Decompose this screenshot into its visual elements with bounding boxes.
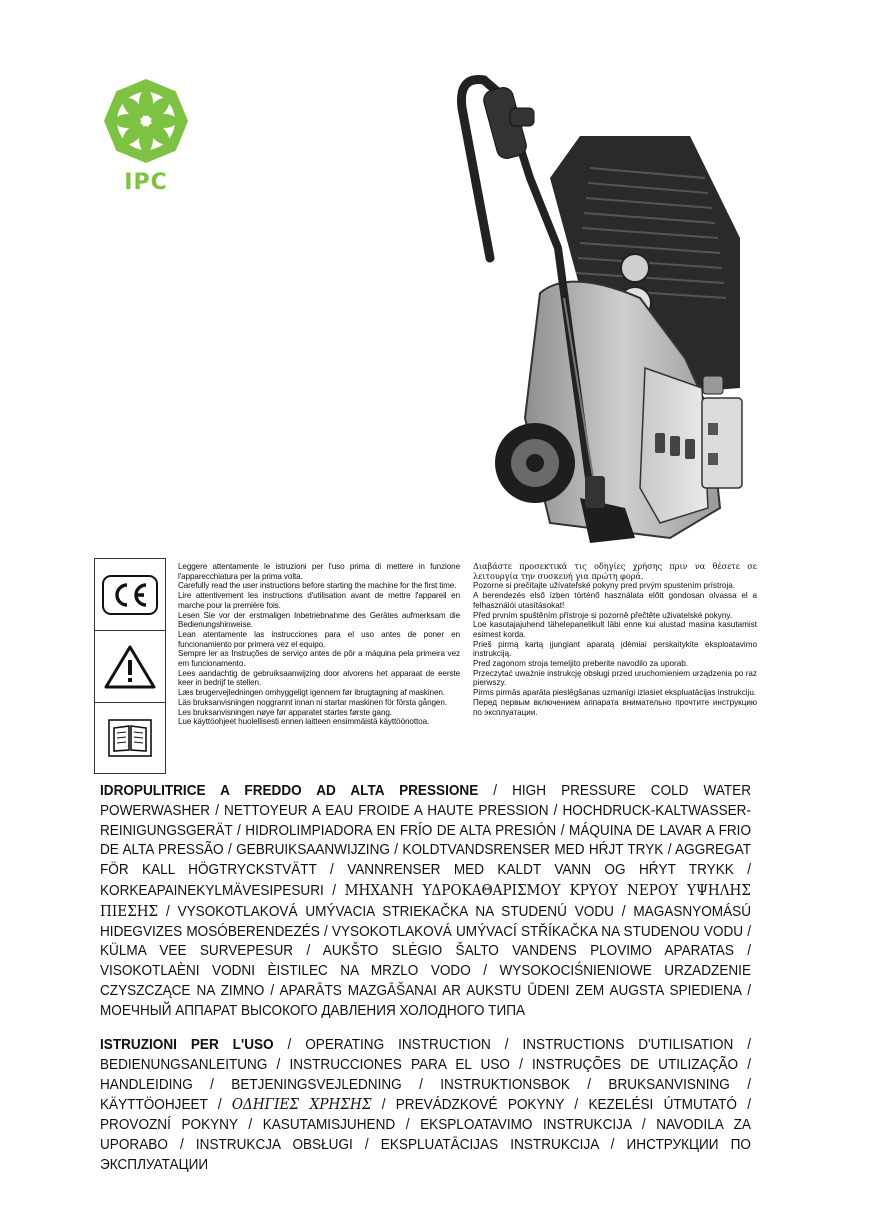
warning-en: Carefully read the user instructions before starting the machine for the first time. — [178, 581, 457, 591]
warning-sv: Läs bruksanvisningen noggrannt innan ni startar maskinen för första gången. — [178, 697, 447, 707]
warning-pt: Sempre ler as Instruções de serviço antes de pôr a máquina pela primeira vez em funcionamento. — [178, 649, 460, 669]
product-image — [440, 68, 775, 548]
ipc-flower-icon — [103, 78, 189, 164]
manual-title-italian: ISTRUZIONI PER L'USO — [100, 1037, 274, 1053]
warnings-right — [473, 562, 757, 717]
product-title — [100, 782, 751, 1022]
warning-lt: Prieš pirmą kartą įjungiant aparatą įdėmiai perskaitykite eksploatavimo instrukciją. — [473, 639, 757, 659]
manual-title-translations-a: / OPERATING INSTRUCTION / INSTRUCTIONS D'UTILISATION / BEDIENUNGSANLEITUNG / INSTRUCCIONES PARA EL USO / INSTRUÇÕES DE UTILIZAÇÃO / HANDLEIDING / BETJENINGSVEJLEDNING / INSTRUKTIONSBOK / BRUKSANVISNING / KÄYTTÖOHJEET / — [100, 1037, 751, 1114]
warnings-left — [178, 562, 460, 727]
manual-title-translations-b: / PREVÁDZKOVÉ POKYNY / KEZELÉSI ÚTMUTATÓ / PROVOZNÍ POKYNY / KASUTAMISJUHEND / EKSPLOATAVIMO INSTRUKCIJA / NAVODILA ZA UPORABO / INSTRUKCJA OBSŁUGI / EKSPLUATĀCIJAS INSTRUKCIJA / ИНСТРУКЦИИ ПО ЭКСПЛУАТАЦИИ — [100, 1097, 752, 1173]
manual-title — [100, 1036, 751, 1176]
warning-lv: Pirms pirmās aparāta pieslēgšanas uzmanīgi izlasiet ekspluatācijas instrukciju. — [473, 688, 757, 698]
ce-mark-cell — [95, 559, 165, 631]
warning-sl: Pred zagonom stroja temeljito preberite navodilo za uporab. — [473, 659, 688, 669]
warning-sk: Pozorne si prečítajte užívateľské pokyny pred prvým spustením prístroja. — [473, 581, 736, 591]
product-title-translations-b: / VYSOKOTLAKOVÁ UMÝVACIA STRIEKAČKA NA STUDENÚ VODU / MAGASNYOMÁSÚ HIDEGVIZES MOSÓBERENDEZÉS / VYSOKOTLAKOVÁ UMÝVACÍ STŘÍKAČKA NA STUDENOU VODU / KÜLMA VEE SURVEPESUR / AUKŠTO SLĖGIO ŠALTO VANDENS PLOVIMO APARATAS / VISOKOTLAÈNI VODNI ÈISTILEC NA MRZLO VODO / WYSOKOCIŚNIENIOWE URZADZENIE CZYSZCZĄCE NA ZIMNO / APARĀTS MAZGĀŠANAI AR AUKSTU ŪDENI ZEM AUGSTA SPIEDIENA / МОЕЧНЫЙ АППАРАТ ВЫСОКОГО ДАВЛЕНИЯ ХОЛОДНОГО ТИПА — [100, 903, 751, 1019]
ce-mark-icon — [102, 575, 158, 615]
warning-pl: Przeczytać uważnie instrukcję obsługi przed uruchomieniem urządzenia po raz pierwszy. — [473, 668, 757, 688]
warning-el: Διαβάστε προσεκτικά τις οδηγίες χρήσης πριν να θέσετε σε λειτουργία την συσκευή για πρώτη φορά. — [473, 561, 757, 581]
manual-cell — [95, 702, 165, 773]
ipc-logo — [103, 78, 189, 198]
warning-da: Læs brugervejledningen omhyggeligt igennem før ibrugtagning af maskinen. — [178, 688, 445, 698]
open-book-icon — [108, 719, 152, 757]
warning-ru: Перед первым включением аппарата внимательно прочтите инструкцию по эксплуатации. — [473, 697, 757, 717]
warning-fi: Lue käyttöohjeet huolellisesti ennen laitteen ensimmäistä käyttöönottoa. — [178, 717, 430, 727]
product-title-translations-a: / HIGH PRESSURE COLD WATER POWERWASHER / NETTOYEUR A EAU FROIDE A HAUTE PRESSION / HOCHDRUCK-KALTWASSER-REINIGUNGSGERÄT / HIDROLIMPIADORA EN FRÍO DE ALTA PRESIÓN / MÁQUINA DE LAVAR A FRIO DE ALTA PRESSÃO / GEBRUIKSAANWIJZING / KOLDTVANDSRENSER MED HŔJT TRYK / AGGREGAT FÖR KALL HÖGTRYCKSTVÄTT / VANNRENSER MED KALDT VANN OG HŔYT TRYKK / KORKEAPAINEKYLMÄVESIPESURI / — [100, 783, 752, 899]
warning-fr: Lire attentivement les instructions d'utilisation avant de mettre l'appareil en marche pour la première fois. — [178, 591, 460, 610]
product-title-italian: IDROPULITRICE A FREDDO AD ALTA PRESSIONE — [100, 783, 479, 799]
warning-triangle-icon — [104, 644, 156, 690]
manual-title-greek: ΟΔΗΓΙΕΣ ΧΡΗΣΗΣ — [231, 1096, 372, 1114]
spray-gun — [481, 85, 534, 160]
warning-cs: Před prvním spuštěním přístroje si pozorně přečtěte uživatelské pokyny. — [473, 610, 733, 620]
safety-icons — [94, 558, 166, 774]
warning-nl: Lees aandachtig de gebruiksaanwijzing door alvorens het apparaat de eerste keer in bedrijf te stellen. — [178, 668, 460, 688]
warning-cell — [95, 631, 165, 703]
warning-et: Loe kasutajajuhend tähelepanelikult läbi enne kui alustad masina kasutamist esimest korda. — [473, 620, 757, 639]
warning-es: Lean atentamente las instrucciones para el uso antes de poner en funcionamiento por primera vez el equipo. — [178, 629, 460, 649]
warning-it: Leggere attentamente le istruzioni per l'uso prima di mettere in funzione l'apparecchiatura per la prima volta. — [178, 562, 460, 581]
warning-no: Les bruksanvisningen nøye før apparatet startes første gang. — [178, 707, 392, 717]
brand-name: IPC — [124, 170, 168, 195]
warning-de: Lesen Sie vor der erstmaligen Inbetriebnahme des Gerätes aufmerksam die Bedienungshinweise. — [178, 610, 460, 630]
warning-hu: A berendezés első ízben történő használata előtt gondosan olvassa el a felhasználói utasításokat! — [473, 591, 757, 610]
product-title-greek: ΜΗΧΑΝΗ ΥΔΡΟΚΑΘΑΡΙΣΜΟΥ ΚΡΥΟΥ ΝΕΡΟΥ ΥΨΗΛΗΣ ΠΙΕΣΗΣ — [100, 881, 751, 920]
